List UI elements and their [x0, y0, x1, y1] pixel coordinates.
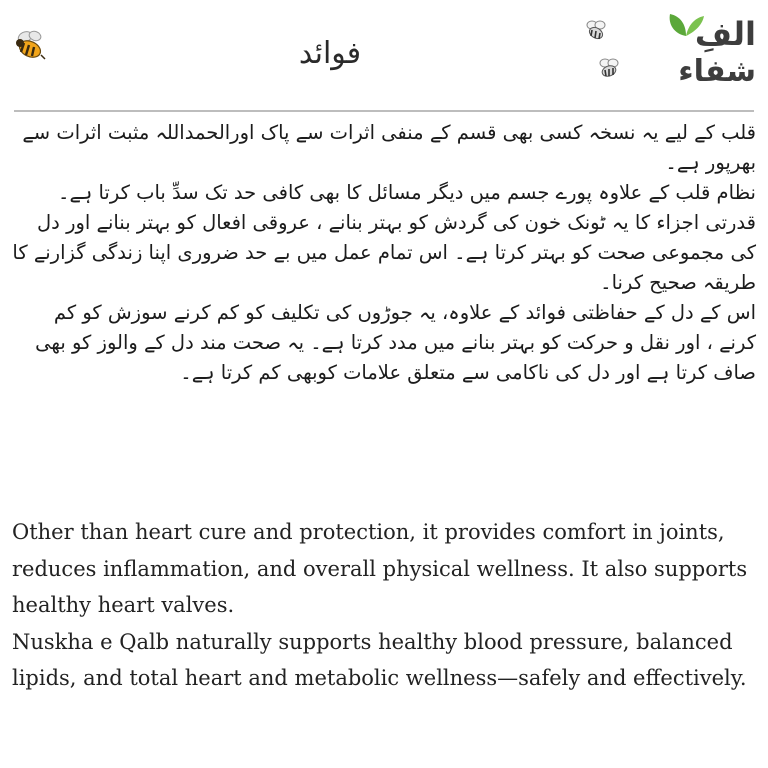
urdu-paragraph: نظام قلب کے علاوہ پورے جسم میں دیگر مسائل کا بھی کافی حد تک سدِّ باب کرتا ہے۔ قدرتی اجزاء کا یہ ٹونک خون کی گردش کو بہتر بنانے ، عروقی افعال کو بہتر بنانے اور دل کی مجموعی صحت کو بہتر کرتا ہے۔ اس تمام عمل میں بے حد ضروری اپنا زندگی گزارنے کا طریقہ صحیح کرنا۔: [12, 181, 756, 294]
header: [0, 0, 768, 112]
logo-text-line2: شفاء: [678, 54, 756, 89]
bee-icon: [596, 56, 622, 80]
logo-text-line1: الفِ: [694, 15, 756, 53]
english-paragraph: Nuskha e Qalb naturally supports healthy blood pressure, balanced lipids, and total heart and metabolic wellness—safely and effectively.: [12, 629, 747, 690]
urdu-paragraph: قلب کے لیے یہ نسخہ کسی بھی قسم کے منفی اثرات سے پاک اورالحمداللہ مثبت اثرات سے بھرپور ہے۔: [22, 121, 756, 174]
bee-icon: [12, 28, 48, 62]
bee-icon: [583, 18, 609, 42]
divider: [14, 110, 754, 112]
english-description: [12, 514, 756, 697]
english-paragraph: Other than heart cure and protection, it provides comfort in joints, reduces inflammation, and overall physical wellness. It also supports healthy heart valves.: [12, 520, 748, 617]
urdu-description: [12, 118, 756, 388]
page-title: فوائد: [298, 36, 362, 71]
urdu-paragraph: اس کے دل کے حفاظتی فوائد کے علاوہ، یہ جوڑوں کی تکلیف کو کم کرنے سوزش کو کم کرنے ، اور نقل و حرکت کو بہتر بنانے میں مدد کرتا ہے۔ یہ صحت مند دل کے والوز کو بھی صاف کرتا ہے اور دل کی ناکامی سے متعلق علامات کوبھی کم کرتا ہے۔: [35, 301, 756, 384]
brand-logo: [650, 12, 760, 96]
